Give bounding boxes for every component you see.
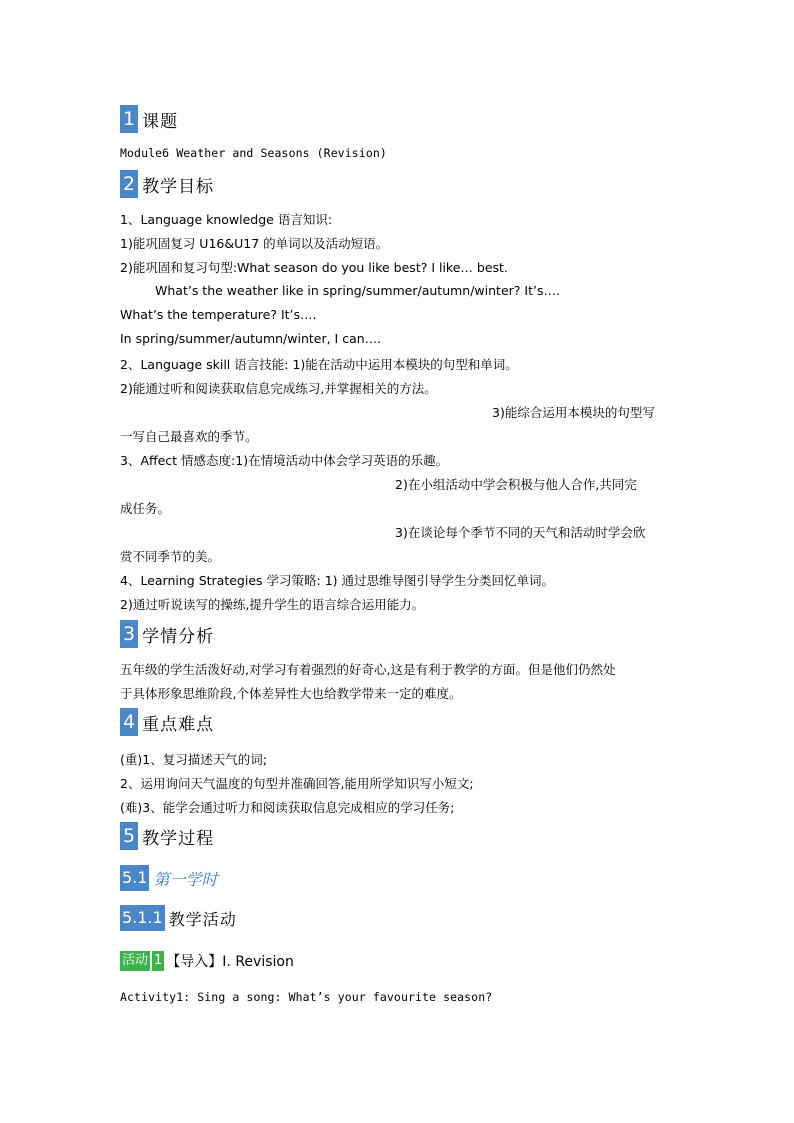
objective-line: What’s the temperature? It’s…. [120, 307, 317, 322]
section-number: 5.1.1 [120, 905, 165, 931]
activity-title: 【导入】I. Revision [166, 953, 294, 970]
section-title: 学情分析 [142, 626, 215, 647]
section-title: 教学过程 [142, 828, 215, 849]
lesson-title: Module6 Weather and Seasons (Revision) [120, 146, 387, 160]
key-point-line: 2、运用询问天气温度的句型并准确回答,能用所学知识写小短文; [120, 776, 474, 791]
section-title: 重点难点 [142, 714, 215, 735]
section-number: 5 [120, 822, 138, 850]
section-3-heading [120, 620, 214, 648]
section-5-1-1-heading [120, 905, 237, 931]
objective-line: 赏不同季节的美。 [120, 549, 221, 564]
objective-line: In spring/summer/autumn/winter, I can…. [120, 331, 382, 346]
section-5-1-heading [120, 865, 217, 891]
objective-line: 3)能综合运用本模块的句型写 [492, 405, 655, 420]
activity-badge: 活动 [120, 951, 150, 971]
section-2-heading [120, 170, 214, 198]
section-title: 第一学时 [153, 869, 218, 889]
section-number: 1 [120, 105, 138, 133]
section-number: 3 [120, 620, 138, 648]
analysis-line: 五年级的学生活泼好动,对学习有着强烈的好奇心,这是有利于教学的方面。但是他们仍然处 [120, 662, 616, 677]
section-1-heading [120, 105, 178, 133]
objective-line: 2)能通过听和阅读获取信息完成练习,并掌握相关的方法。 [120, 381, 437, 396]
section-5-heading [120, 822, 214, 850]
key-point-line: (难)3、能学会通过听力和阅读获取信息完成相应的学习任务; [120, 800, 455, 815]
objective-line: 一写自己最喜欢的季节。 [120, 429, 258, 444]
objective-line: 4、Learning Strategies 学习策略: 1) 通过思维导图引导学生分类回忆单词。 [120, 573, 554, 588]
objective-line: 2、Language skill 语言技能: 1)能在活动中运用本模块的句型和单词。 [120, 357, 518, 372]
objective-line: 3、Affect 情感态度:1)在情境活动中体会学习英语的乐趣。 [120, 453, 449, 468]
key-point-line: (重)1、复习描述天气的词; [120, 752, 267, 767]
objective-line: 2)在小组活动中学会积极与他人合作,共同完 [395, 477, 637, 492]
section-title: 课题 [142, 111, 179, 132]
activity-line: Activity1: Sing a song: What’s your favourite season? [120, 990, 493, 1004]
objective-line: 3)在谈论每个季节不同的天气和活动时学会欣 [395, 525, 646, 540]
section-title: 教学活动 [168, 909, 237, 929]
analysis-line: 于具体形象思维阶段,个体差异性大也给教学带来一定的难度。 [120, 686, 462, 701]
section-number: 2 [120, 170, 138, 198]
objective-line: 2)能巩固和复习句型:What season do you like best? I like… best. [120, 260, 508, 275]
objective-line: 1)能巩固复习 U16&U17 的单词以及活动短语。 [120, 236, 389, 251]
objective-line: 1、Language knowledge 语言知识: [120, 212, 333, 227]
section-4-heading [120, 708, 214, 736]
objective-line: What’s the weather like in spring/summer/autumn/winter? It’s…. [155, 283, 560, 298]
objective-line: 成任务。 [120, 501, 171, 516]
objective-line: 2)通过听说读写的操练,提升学生的语言综合运用能力。 [120, 597, 425, 612]
activity-number: 1 [152, 951, 164, 971]
section-number: 4 [120, 708, 138, 736]
section-title: 教学目标 [142, 176, 215, 197]
section-number: 5.1 [120, 865, 149, 891]
activity-heading [120, 950, 294, 971]
